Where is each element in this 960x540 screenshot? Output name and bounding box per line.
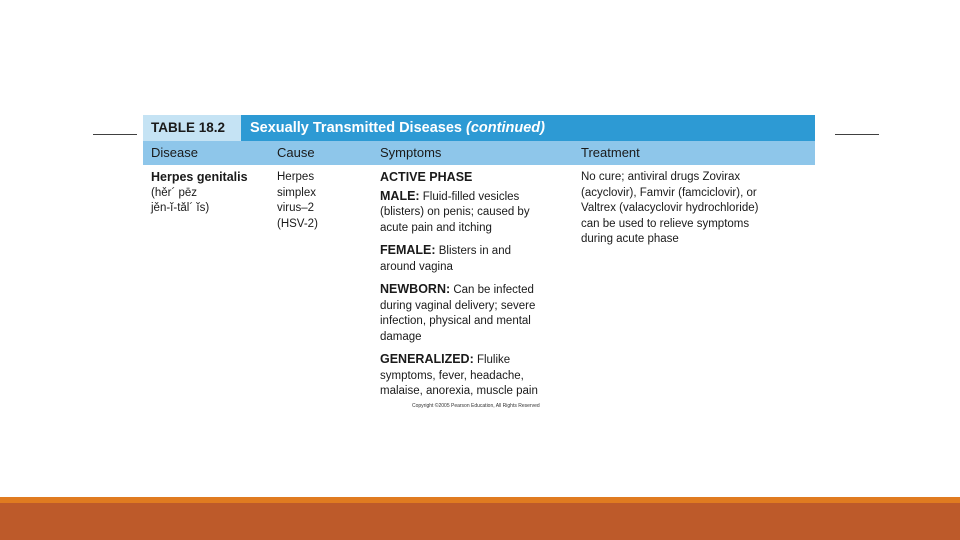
cell-cause bbox=[277, 170, 318, 232]
header-disease: Disease bbox=[151, 145, 198, 160]
treatment-line: No cure; antiviral drugs Zovirax bbox=[581, 171, 741, 183]
newborn-text: during vaginal delivery; severe bbox=[380, 299, 536, 312]
male-text: acute pain and itching bbox=[380, 221, 492, 234]
newborn-text: damage bbox=[380, 330, 422, 343]
cause-line: (HSV-2) bbox=[277, 217, 318, 230]
male-text: (blisters) on penis; caused by bbox=[380, 206, 530, 218]
disease-pronunciation-1: (hěr´ pēz bbox=[151, 186, 198, 199]
generalized-text: Flulike bbox=[476, 354, 511, 366]
std-table-figure bbox=[143, 115, 815, 398]
right-divider-rule bbox=[835, 134, 879, 135]
table-title bbox=[250, 115, 545, 141]
male-label: MALE: bbox=[380, 188, 420, 203]
cause-line: simplex bbox=[277, 186, 316, 199]
generalized-text: symptoms, fever, headache, bbox=[380, 369, 524, 382]
table-number-label: TABLE 18.2 bbox=[143, 115, 241, 141]
male-text: Fluid-filled vesicles bbox=[422, 190, 520, 203]
active-phase-heading: ACTIVE PHASE bbox=[380, 170, 473, 184]
header-symptoms: Symptoms bbox=[380, 145, 442, 160]
table-header-row bbox=[143, 141, 815, 165]
treatment-line: can be used to relieve symptoms bbox=[581, 217, 750, 230]
left-divider-rule bbox=[93, 134, 137, 135]
table-title-bar bbox=[143, 115, 815, 141]
cause-line: virus–2 bbox=[277, 202, 315, 214]
symptom-generalized bbox=[380, 352, 538, 400]
table-title-main: Sexually Transmitted Diseases bbox=[250, 120, 462, 136]
cause-line: Herpes bbox=[277, 171, 315, 183]
generalized-text: malaise, anorexia, muscle pain bbox=[380, 385, 538, 397]
header-cause: Cause bbox=[277, 145, 315, 160]
female-text: Blisters in and bbox=[438, 245, 511, 257]
disease-pronunciation-2: jěn-ĭ-tăl´ ĭs) bbox=[151, 202, 210, 214]
footer-band bbox=[0, 503, 960, 540]
symptom-active-phase bbox=[380, 170, 538, 186]
cell-symptoms bbox=[380, 170, 538, 400]
copyright-notice: Copyright ©2005 Pearson Education, All Rights Reserved bbox=[412, 403, 540, 409]
cell-disease bbox=[151, 170, 248, 217]
treatment-line: Valtrex (valacyclovir hydrochloride) bbox=[581, 202, 759, 214]
table-title-suffix: (continued) bbox=[466, 120, 545, 136]
cell-treatment bbox=[581, 170, 758, 248]
treatment-line: during acute phase bbox=[581, 233, 679, 245]
newborn-text: Can be infected bbox=[453, 284, 534, 296]
header-treatment: Treatment bbox=[581, 145, 640, 160]
symptom-female bbox=[380, 243, 538, 275]
female-label: FEMALE: bbox=[380, 243, 436, 257]
newborn-text: infection, physical and mental bbox=[380, 315, 531, 327]
newborn-label: NEWBORN: bbox=[380, 282, 451, 296]
symptom-newborn bbox=[380, 282, 538, 345]
treatment-line: (acyclovir), Famvir (famciclovir), or bbox=[581, 186, 757, 199]
female-text: around vagina bbox=[380, 260, 453, 273]
generalized-label: GENERALIZED: bbox=[380, 352, 474, 366]
symptom-male bbox=[380, 189, 538, 237]
disease-name: Herpes genitalis bbox=[151, 170, 248, 184]
